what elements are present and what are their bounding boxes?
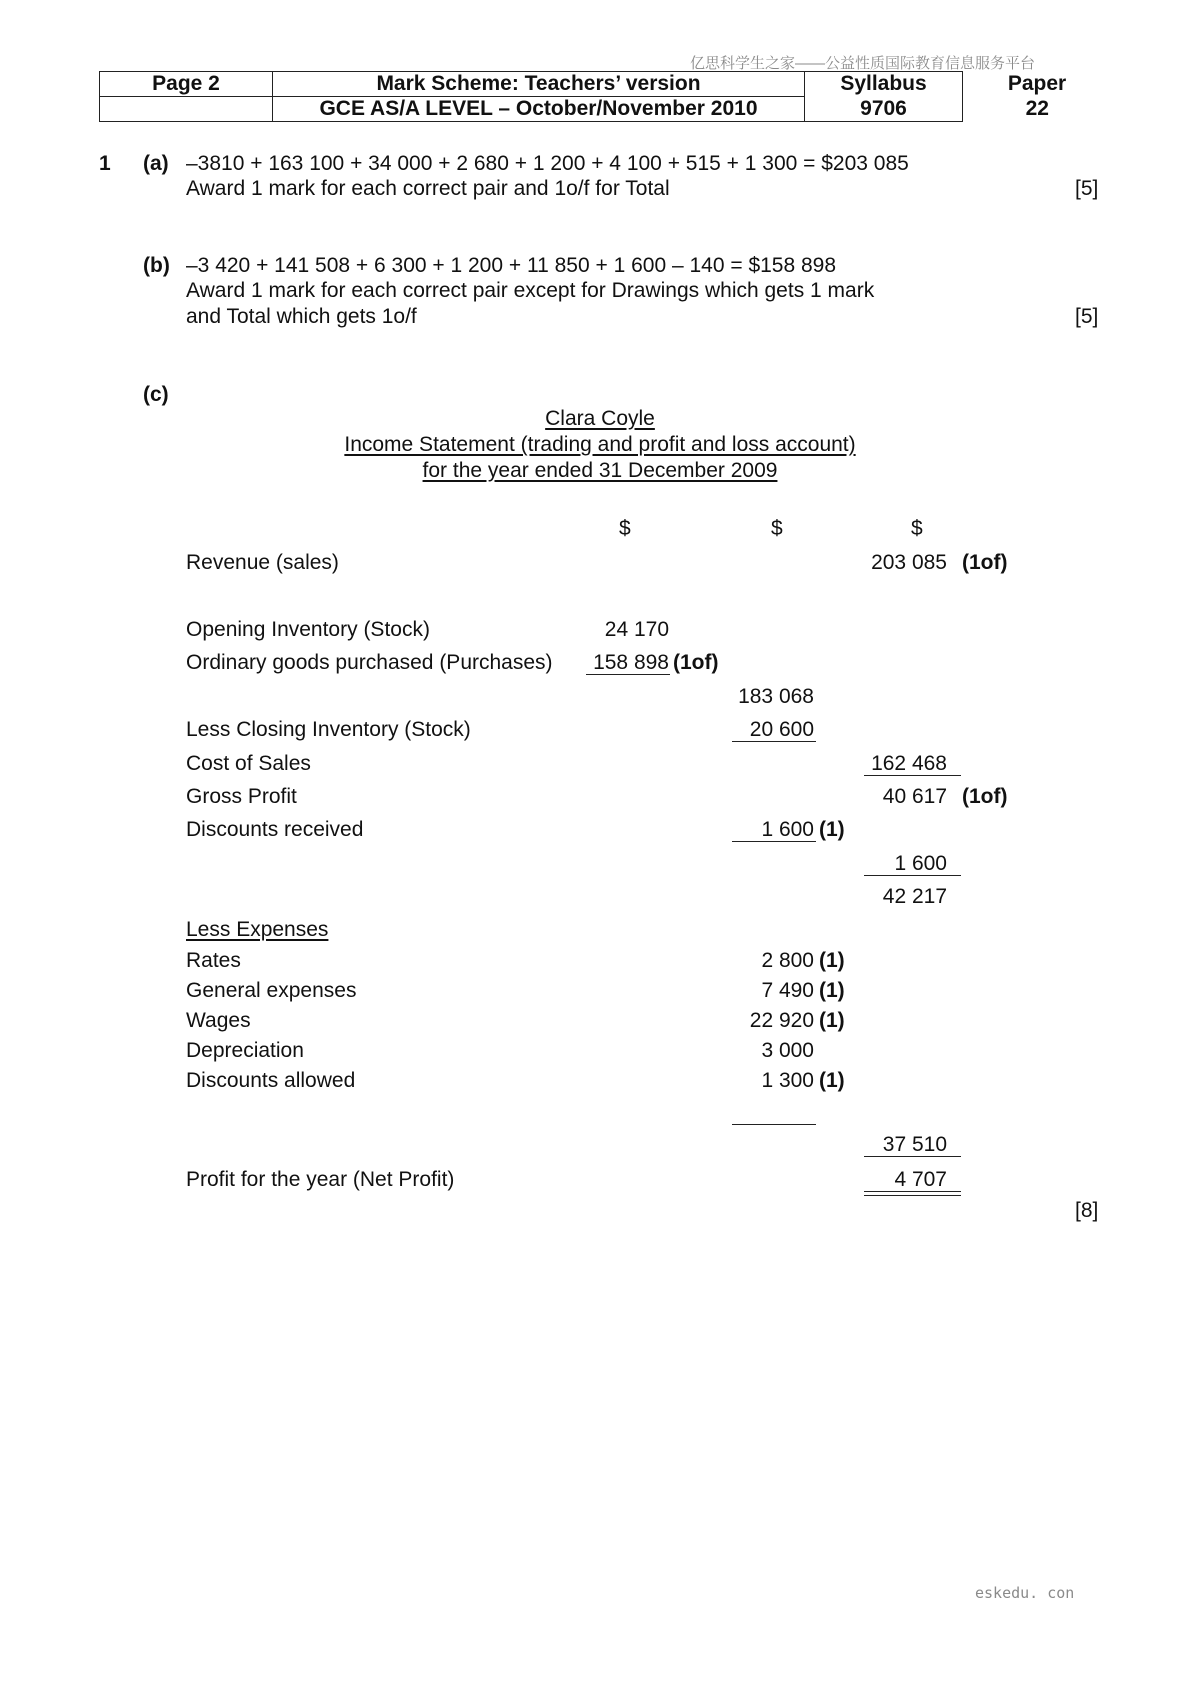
part-b-line2: Award 1 mark for each correct pair except for Drawings which gets 1 mark xyxy=(186,279,875,302)
watermark-bottom: eskedu. con xyxy=(975,1584,1075,1602)
revenue-label: Revenue (sales) xyxy=(186,551,339,574)
closing-inventory-underline xyxy=(732,741,816,742)
expenses-total-underline xyxy=(864,1156,961,1157)
discounts-total-underline xyxy=(864,875,961,876)
question-number: 1 xyxy=(99,152,111,175)
expense-mark: (1) xyxy=(819,1069,845,1092)
goods-available-value: 183 068 xyxy=(738,685,814,708)
watermark-top: 亿思科学生之家——公益性质国际教育信息服务平台 xyxy=(690,55,1036,72)
gross-profit-value: 40 617 xyxy=(882,785,947,808)
opening-inventory-value: 24 170 xyxy=(604,618,669,641)
header-syllabus: 9706 xyxy=(805,97,963,122)
col-header-1: $ xyxy=(619,517,631,540)
cost-of-sales-label: Cost of Sales xyxy=(186,752,311,775)
purchases-underline xyxy=(586,674,670,675)
header-paper: 22 xyxy=(1025,97,1049,120)
expense-value: 3 000 xyxy=(761,1039,814,1062)
col-header-2: $ xyxy=(771,517,783,540)
expense-value: 22 920 xyxy=(749,1009,814,1032)
net-profit-double-underline-top xyxy=(864,1191,961,1192)
expense-mark: (1) xyxy=(819,1009,845,1032)
gross-profit-mark: (1of) xyxy=(962,785,1008,808)
expense-value: 2 800 xyxy=(761,949,814,972)
net-profit-value: 4 707 xyxy=(894,1168,947,1191)
discounts-received-underline xyxy=(732,841,816,842)
part-b-marks: [5] xyxy=(1075,305,1099,328)
total-after-discounts: 42 217 xyxy=(882,885,947,908)
part-a-marks: [5] xyxy=(1075,177,1099,200)
expense-mark: (1) xyxy=(819,979,845,1002)
part-a-line1: –3810 + 163 100 + 34 000 + 2 680 + 1 200 + 4 100 + 515 + 1 300 = $203 085 xyxy=(186,152,909,175)
discounts-received-value: 1 600 xyxy=(761,818,814,841)
expense-value: 7 490 xyxy=(761,979,814,1002)
expense-label: Discounts allowed xyxy=(186,1069,356,1092)
expenses-underline xyxy=(732,1124,816,1125)
statement-title-type: Income Statement (trading and profit and loss account) xyxy=(344,433,856,456)
purchases-label: Ordinary goods purchased (Purchases) xyxy=(186,651,553,674)
purchases-mark: (1of) xyxy=(673,651,719,674)
discounts-received-label: Discounts received xyxy=(186,818,364,841)
opening-inventory-label: Opening Inventory (Stock) xyxy=(186,618,430,641)
expense-label: General expenses xyxy=(186,979,357,1002)
expense-mark: (1) xyxy=(819,949,845,972)
cost-of-sales-underline xyxy=(864,775,961,776)
part-b-label: (b) xyxy=(143,254,170,277)
header-title: Mark Scheme: Teachers’ version xyxy=(273,72,805,97)
part-a-label: (a) xyxy=(143,152,169,175)
expense-label: Rates xyxy=(186,949,241,972)
discounts-received-total: 1 600 xyxy=(894,852,947,875)
expense-label: Depreciation xyxy=(186,1039,304,1062)
part-a-line2: Award 1 mark for each correct pair and 1o/f for Total xyxy=(186,177,670,200)
header-subtitle: GCE AS/A LEVEL – October/November 2010 xyxy=(273,97,805,122)
expenses-total: 37 510 xyxy=(882,1133,947,1156)
part-b-line1: –3 420 + 141 508 + 6 300 + 1 200 + 11 850 + 1 600 – 140 = $158 898 xyxy=(186,254,837,277)
cost-of-sales-value: 162 468 xyxy=(871,752,947,775)
header-page: Page 2 xyxy=(100,72,273,97)
header-blank-cell xyxy=(100,97,273,122)
gross-profit-label: Gross Profit xyxy=(186,785,297,808)
net-profit-double-underline-bottom xyxy=(864,1195,961,1196)
closing-inventory-label: Less Closing Inventory (Stock) xyxy=(186,718,471,741)
statement-title-period: for the year ended 31 December 2009 xyxy=(422,459,778,482)
statement-title-name: Clara Coyle xyxy=(545,407,655,430)
closing-inventory-value: 20 600 xyxy=(749,718,814,741)
revenue-value: 203 085 xyxy=(871,551,947,574)
header-table xyxy=(99,71,1112,122)
header-syllabus-label: Syllabus xyxy=(805,72,963,97)
purchases-value: 158 898 xyxy=(593,651,669,674)
part-c-label: (c) xyxy=(143,383,169,406)
header-paper-label: Paper xyxy=(1007,72,1067,95)
discounts-received-mark: (1) xyxy=(819,818,845,841)
expense-value: 1 300 xyxy=(761,1069,814,1092)
net-profit-label: Profit for the year (Net Profit) xyxy=(186,1168,455,1191)
expense-label: Wages xyxy=(186,1009,251,1032)
part-b-line3: and Total which gets 1o/f xyxy=(186,305,417,328)
revenue-mark: (1of) xyxy=(962,551,1008,574)
part-c-marks: [8] xyxy=(1075,1199,1099,1222)
expenses-heading: Less Expenses xyxy=(186,918,329,941)
col-header-3: $ xyxy=(911,517,923,540)
